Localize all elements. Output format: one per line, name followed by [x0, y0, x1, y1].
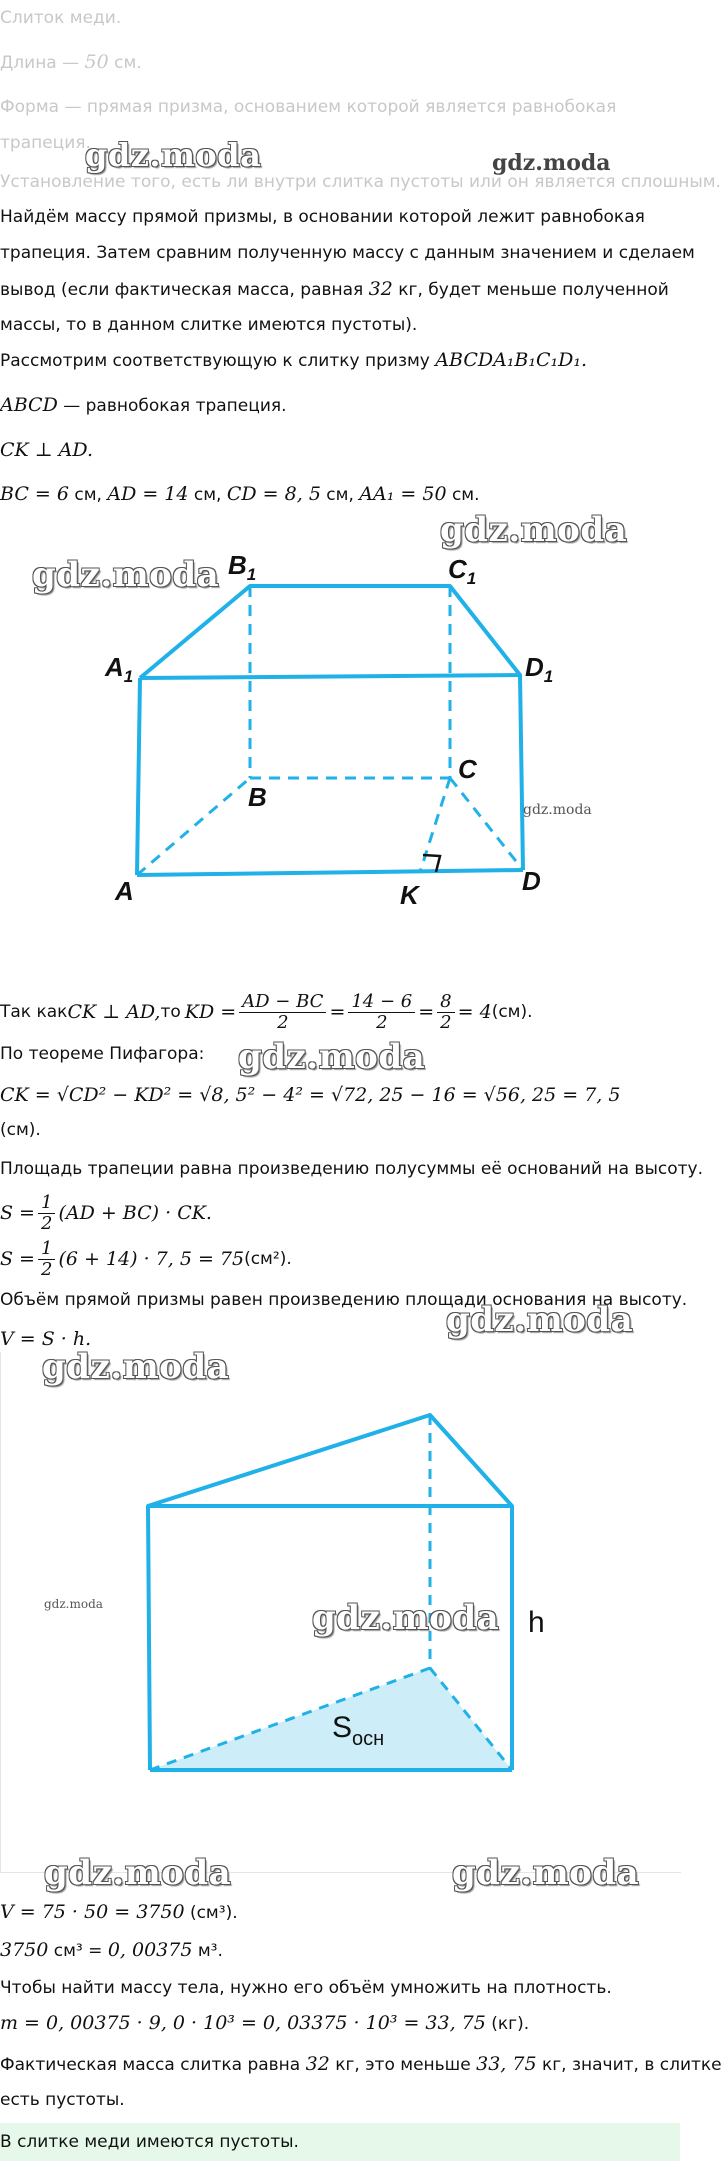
math-segment: (AD + BC) · CK.: [58, 1202, 212, 1224]
text-segment: (см).: [491, 1002, 533, 1022]
fraction: $\frac{14 - 6}{2}$: [348, 992, 415, 1033]
fraction: $\frac{1}{2}$: [38, 1239, 55, 1280]
watermark: gdz.moda: [440, 510, 628, 550]
perpendicular-statement: CK ⊥ AD.: [0, 439, 93, 461]
area-text-line: Площадь трапеции равна произведению полусуммы её оснований на высоту.: [0, 1159, 703, 1179]
given-line-2: [0, 50, 142, 75]
watermark: gdz.moda: [238, 1037, 426, 1077]
conclusion-line-2: есть пустоты.: [0, 2090, 125, 2110]
math-segment: 0, 00375: [107, 1939, 193, 1961]
given-line-1: Слиток меди.: [0, 8, 122, 28]
trapezoid-name: ABCD: [0, 394, 58, 416]
math-segment: V = 75 · 50 = 3750: [0, 1901, 185, 1923]
given-line-4: трапеция.: [0, 133, 91, 153]
text-segment: (см²).: [244, 1249, 292, 1269]
height-label: h: [528, 1606, 545, 1639]
base-area-fill: [150, 1668, 512, 1770]
solution-line-1: Найдём массу прямой призмы, в основании которой лежит равнобокая: [0, 207, 645, 227]
label-C1: $C_1$: [448, 554, 477, 588]
volume-formula-2: [0, 1900, 238, 1925]
math-segment: 3750: [0, 1939, 49, 1961]
label-A1: $A_1$: [105, 652, 134, 686]
text-segment: м³.: [192, 1941, 223, 1961]
given-length-label: Длина —: [0, 53, 85, 73]
label-C: C: [458, 754, 477, 784]
text-segment: см,: [320, 485, 360, 505]
text-segment: см,: [188, 485, 227, 505]
given-length-unit: см.: [108, 53, 142, 73]
label-D: D: [522, 866, 541, 896]
text-segment: вывод (если фактическая масса, равная: [0, 280, 369, 300]
given-line-3: Форма — прямая призма, основанием которой является равнобокая: [0, 97, 617, 117]
text-segment: кг, значит, в слитке: [536, 2055, 722, 2075]
label-A: A: [115, 876, 134, 906]
text-segment: — равнобокая трапеция.: [57, 396, 287, 416]
math-segment: V = S · h.: [0, 1328, 92, 1350]
watermark: gdz.moda: [32, 555, 220, 595]
math-segment: m = 0, 00375 · 9, 0 · 10³ = 0, 03375 · 10³ = 33, 75: [0, 2012, 486, 2034]
watermark: gdz.moda: [446, 1300, 634, 1340]
text-segment: Так как: [0, 1002, 68, 1022]
label-B: B: [248, 782, 267, 812]
mass-formula: [0, 2011, 529, 2036]
math-segment: CK ⊥ AD,: [67, 1001, 161, 1023]
label-K: K: [400, 880, 419, 910]
ck-formula: CK = √CD² − KD² = √8, 5² − 4² = √72, 25 − 16 = √56, 25 = 7, 5: [0, 1084, 621, 1106]
volume-text-line: Объём прямой призмы равен произведению площади основания на высоту.: [0, 1290, 688, 1310]
edge-AB: [137, 778, 250, 875]
watermark: gdz.moda: [492, 150, 611, 176]
text-segment: см³ =: [48, 1941, 108, 1961]
text-segment: кг, это меньше: [329, 2055, 477, 2075]
text-segment: Фактическая масса слитка равна: [0, 2055, 306, 2075]
math-segment: CD = 8, 5: [226, 483, 321, 505]
solution-line-3: [0, 277, 669, 302]
watermark: gdz.moda: [452, 1853, 640, 1893]
watermark: gdz.moda: [312, 1598, 500, 1638]
ck-unit-line: (см).: [0, 1120, 41, 1140]
ck-line: [0, 1083, 620, 1108]
text-segment: см.: [446, 485, 480, 505]
pythagoras-line: По теореме Пифагора:: [0, 1044, 205, 1064]
area-formula-1: [0, 1190, 212, 1236]
text-segment: кг, будет меньше полученной: [392, 280, 669, 300]
math-segment: S =: [0, 1248, 35, 1270]
text-segment: (кг).: [485, 2014, 530, 2034]
given-line-5: Установление того, есть ли внутри слитка пустоты или он является сплошным.: [0, 172, 721, 192]
watermark: gdz.moda: [44, 1853, 232, 1893]
edge-AD: [137, 870, 523, 875]
watermark: gdz.moda: [85, 136, 262, 174]
text-segment: то: [160, 1002, 181, 1022]
math-segment: BC = 6: [0, 483, 69, 505]
fraction: $\frac{1}{2}$: [38, 1193, 55, 1234]
front-left-edge: [148, 1506, 150, 1770]
answer-text: В слитке меди имеются пустоты.: [0, 2132, 299, 2152]
fraction: $\frac{AD - BC}{2}$: [239, 992, 326, 1033]
mass-text-line: Чтобы найти массу тела, нужно его объём умножить на плотность.: [0, 1978, 612, 1998]
edge-CD: [450, 778, 523, 870]
fraction: $\frac{8}{2}$: [437, 992, 454, 1033]
text-segment: Рассмотрим соответствующую к слитку призму: [0, 351, 436, 371]
prism-name: ABCDA₁B₁C₁D₁.: [435, 349, 588, 371]
math-segment: 32: [368, 278, 393, 300]
conclusion-line-1: [0, 2052, 722, 2077]
edge-DD1: [520, 675, 523, 870]
math-segment: 33, 75: [476, 2053, 537, 2075]
height-CK: [420, 778, 450, 872]
watermark: gdz.moda: [523, 802, 592, 818]
label-B1: $B_1$: [228, 550, 257, 584]
watermark: gdz.moda: [44, 1597, 103, 1611]
math-segment: AD = 14: [107, 483, 189, 505]
math-segment: AA₁ = 50: [359, 483, 447, 505]
volume-conversion: [0, 1938, 223, 1963]
solution-line-2: трапеция. Затем сравним полученную массу с данным значением и сделаем: [0, 243, 695, 263]
math-segment: 32: [305, 2053, 330, 2075]
top-triangle: [148, 1415, 512, 1506]
solution-line-5: [0, 348, 587, 373]
text-segment: (см³).: [184, 1903, 238, 1923]
math-segment: S =: [0, 1202, 35, 1224]
area-formula-2: [0, 1236, 292, 1282]
text-segment: см,: [68, 485, 108, 505]
solution-line-6: [0, 393, 287, 418]
top-face-edges: [140, 586, 520, 678]
solution-line-7: [0, 438, 93, 463]
base-area-label: $S_{осн}$: [332, 1711, 385, 1750]
math-segment: (6 + 14) · 7, 5 = 75: [58, 1248, 245, 1270]
given-length-value: 50: [84, 51, 109, 73]
solution-line-4: массы, то в данном слитке имеются пустоты).: [0, 315, 418, 335]
math-segment: = 4: [457, 1001, 492, 1023]
edge-AA1: [137, 678, 140, 875]
label-D1: $D_1$: [525, 652, 554, 686]
solution-line-8: [0, 482, 480, 507]
watermark: gdz.moda: [42, 1347, 230, 1387]
kd-line: Так как CK ⊥ AD, то KD = $\frac{AD - BC}{2}$ = $\frac{14 - 6}{2}$ = $\frac{8}{2}$ = 4 (см).: [0, 990, 533, 1033]
math-segment: KD =: [184, 1001, 237, 1023]
